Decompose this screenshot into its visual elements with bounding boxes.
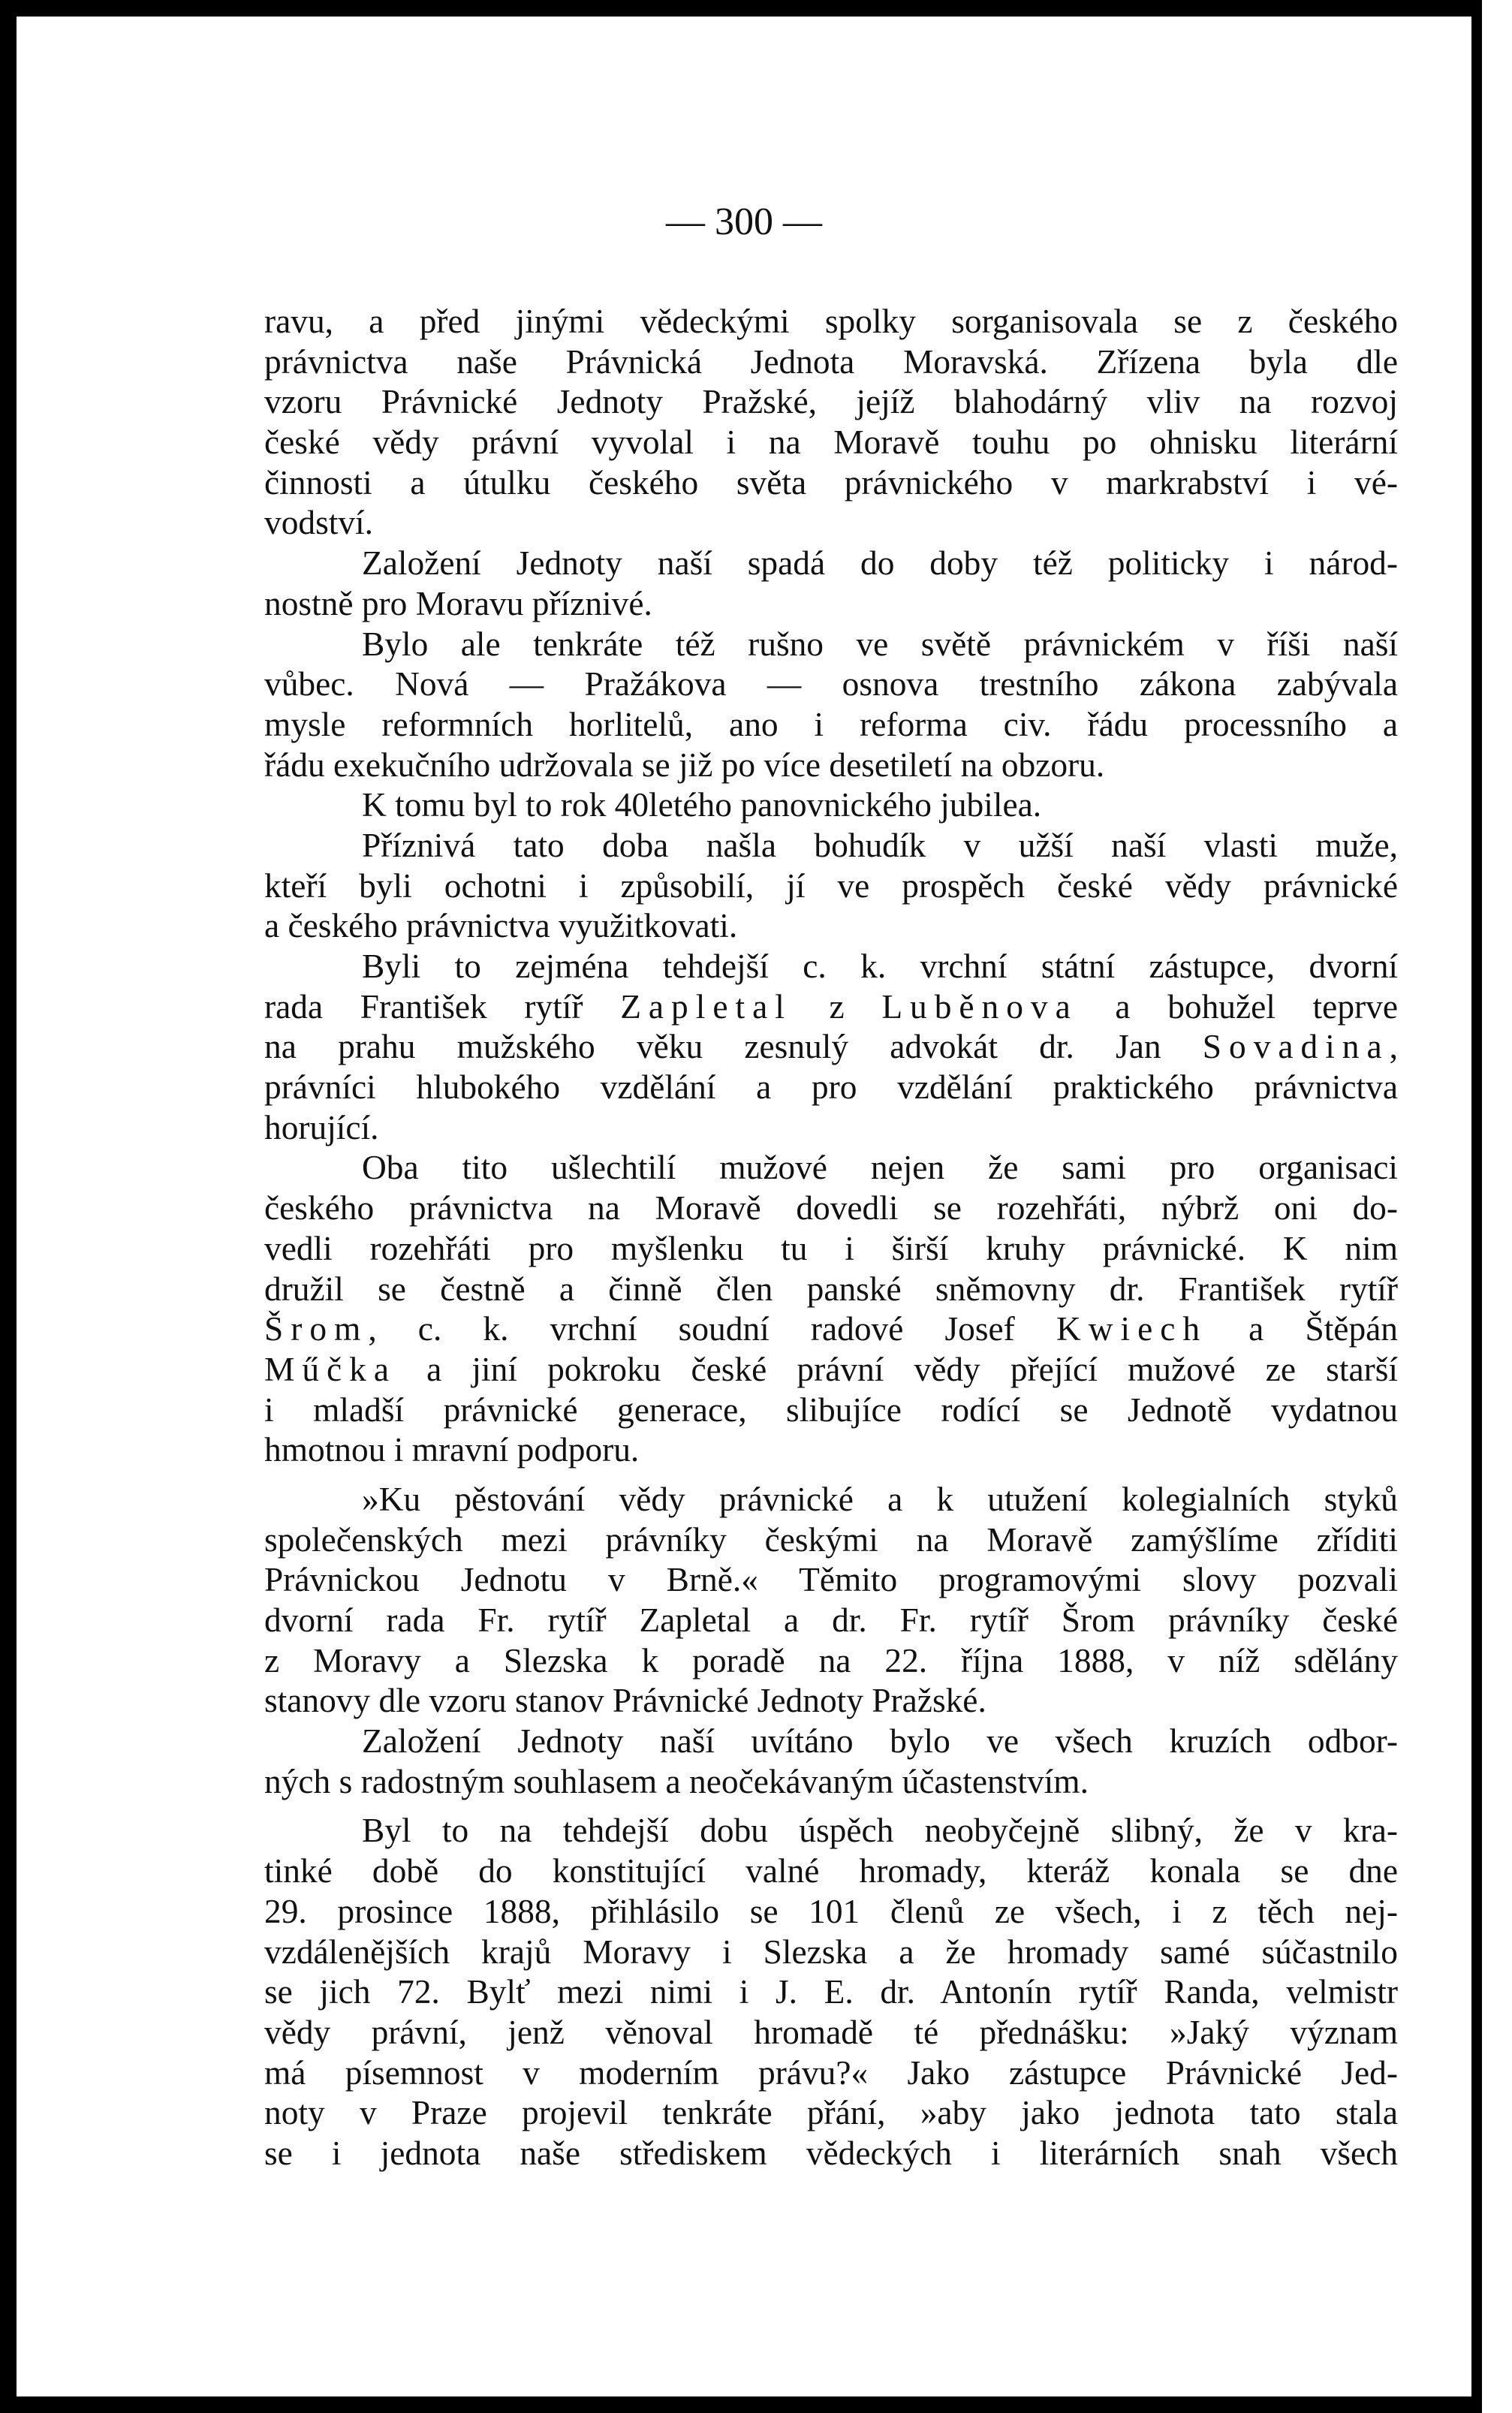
text-line bbox=[264, 1309, 1398, 1350]
text-run: rada František rytíř bbox=[264, 987, 583, 1026]
paper-sheet bbox=[17, 17, 1471, 2396]
text-line bbox=[264, 1350, 1398, 1390]
text-line: českého právnictva na Moravě dovedli se rozehřáti, nýbrž oni do- bbox=[264, 1189, 1398, 1228]
text-line: i mladší právnické generace, slibujíce rodící se Jednotě vydatnou bbox=[264, 1390, 1398, 1429]
page-edge-shadow bbox=[1471, 0, 1482, 2413]
text-line: má písemnost v moderním právu?« Jako zástupce Právnické Jed- bbox=[264, 2053, 1398, 2092]
spaced-name-mucka: Műčka bbox=[264, 1350, 396, 1388]
text-line: vodství. bbox=[264, 504, 374, 542]
text-line: stanovy dle vzoru stanov Právnické Jednoty Pražské. bbox=[264, 1682, 986, 1720]
text-run: , c. k. vrchní soudní radové Josef bbox=[368, 1310, 1015, 1348]
spaced-name-kwiech: Kwiech bbox=[1056, 1310, 1208, 1348]
text-line bbox=[264, 1027, 1398, 1068]
text-line: Založení Jednoty naší uvítáno bylo ve všech kruzích odbor- bbox=[362, 1722, 1398, 1761]
text-line: vedli rozehřáti pro myšlenku tu i širší kruhy právnické. K nim bbox=[264, 1229, 1398, 1267]
text-run: a Štěpán bbox=[1248, 1310, 1398, 1348]
text-run: , bbox=[1389, 1028, 1398, 1066]
spaced-name-srom: Šrom bbox=[264, 1310, 369, 1348]
text-line: Byli to zejména tehdejší c. k. vrchní státní zástupce, dvorní bbox=[362, 947, 1398, 985]
text-line: a českého právnictva využitkovati. bbox=[264, 907, 738, 945]
text-line: hmotnou i mravní podporu. bbox=[264, 1431, 640, 1469]
text-line: Založení Jednoty naší spadá do doby též politicky i národ- bbox=[362, 544, 1398, 583]
text-run: z bbox=[829, 987, 845, 1026]
text-line: »Ku pěstování vědy právnické a k utužení kolegialních styků bbox=[362, 1480, 1398, 1518]
text-line: horující. bbox=[264, 1108, 379, 1146]
text-line: řádu exekučního udržovala se již po více desetiletí na obzoru. bbox=[264, 746, 1105, 784]
text-line: Příznivá tato doba našla bohudík v užší naší vlasti muže, bbox=[362, 826, 1398, 864]
text-line: společenských mezi právníky českými na Moravě zamýšlíme zříditi bbox=[264, 1520, 1398, 1559]
text-line: družil se čestně a činně člen panské sněmovny dr. František rytíř bbox=[264, 1270, 1398, 1308]
text-line: činnosti a útulku českého světa právnického v markrabství i vé- bbox=[264, 463, 1398, 502]
text-line: kteří byli ochotni i způsobilí, jí ve prospěch české vědy právnické bbox=[264, 866, 1398, 905]
spaced-name-zapletal: Zapletal bbox=[620, 987, 792, 1026]
text-line bbox=[264, 987, 1398, 1028]
text-line: vůbec. Nová — Pražákova — osnova trestního zákona zabývala bbox=[264, 665, 1398, 703]
text-line: vědy právní, jenž věnoval hromadě té přednášku: »Jaký význam bbox=[264, 2013, 1398, 2051]
text-line: ravu, a před jinými vědeckými spolky sorganisovala se z českého bbox=[264, 303, 1398, 340]
page-number: — 300 — bbox=[666, 200, 822, 243]
text-line: české vědy právní vyvolal i na Moravě touhu po ohnisku literární bbox=[264, 423, 1398, 462]
text-line: Právnickou Jednotu v Brně.« Těmito programovými slovy pozvali bbox=[264, 1561, 1398, 1599]
text-line: z Moravy a Slezska k poradě na 22. října 1888, v níž sdělány bbox=[264, 1641, 1398, 1679]
text-line: K tomu byl to rok 40letého panovnického jubilea. bbox=[362, 786, 1042, 824]
text-line: nostně pro Moravu příznivé. bbox=[264, 584, 652, 622]
text-line: ných s radostným souhlasem a neočekávaným účastenstvím. bbox=[264, 1762, 1089, 1800]
paragraph-gap bbox=[264, 1471, 1398, 1480]
text-line: Bylo ale tenkráte též rušno ve světě právnickém v říši naší bbox=[362, 625, 1398, 663]
text-line: 29. prosince 1888, přihlásilo se 101 členů ze všech, i z těch nej- bbox=[264, 1892, 1398, 1930]
body-text bbox=[264, 302, 1398, 2174]
text-line: právnictva naše Právnická Jednota Moravská. Zřízena byla dle bbox=[264, 342, 1398, 381]
text-line: dvorní rada Fr. rytíř Zapletal a dr. Fr. rytíř Šrom právníky české bbox=[264, 1601, 1398, 1639]
text-line: vzoru Právnické Jednoty Pražské, jejíž blahodárný vliv na rozvoj bbox=[264, 383, 1398, 421]
text-run: na prahu mužského věku zesnulý advokát dr. Jan bbox=[264, 1028, 1161, 1066]
text-line: vzdálenějších krajů Moravy i Slezska a že hromady samé súčastnilo bbox=[264, 1933, 1398, 1971]
text-line: Byl to na tehdejší dobu úspěch neobyčejně slibný, že v kra- bbox=[362, 1812, 1398, 1850]
text-run: a bohužel teprve bbox=[1115, 987, 1398, 1026]
text-run: a jiní pokroku české právní vědy přející mužové ze starší bbox=[426, 1350, 1398, 1388]
text-line: právníci hlubokého vzdělání a pro vzdělání praktického právnictva bbox=[264, 1068, 1398, 1107]
paragraph-gap bbox=[264, 1802, 1398, 1811]
text-line: mysle reformních horlitelů, ano i reforma civ. řádu processního a bbox=[264, 705, 1398, 743]
text-line: noty v Praze projevil tenkráte přání, »aby jako jednota tato stala bbox=[264, 2094, 1398, 2132]
text-line: tinké době do konstitující valné hromady, kteráž konala se dne bbox=[264, 1852, 1398, 1890]
spaced-name-lubenova: Luběnova bbox=[881, 987, 1078, 1026]
text-line: se jich 72. Bylť mezi nimi i J. E. dr. Antonín rytíř Randa, velmistr bbox=[264, 1973, 1398, 2011]
text-line: Oba tito ušlechtilí mužové nejen že sami pro organisaci bbox=[362, 1149, 1398, 1187]
spaced-name-sovadina: Sovadina bbox=[1202, 1028, 1390, 1066]
text-line: se i jednota naše střediskem vědeckých i literárních snah všech bbox=[264, 2134, 1398, 2172]
